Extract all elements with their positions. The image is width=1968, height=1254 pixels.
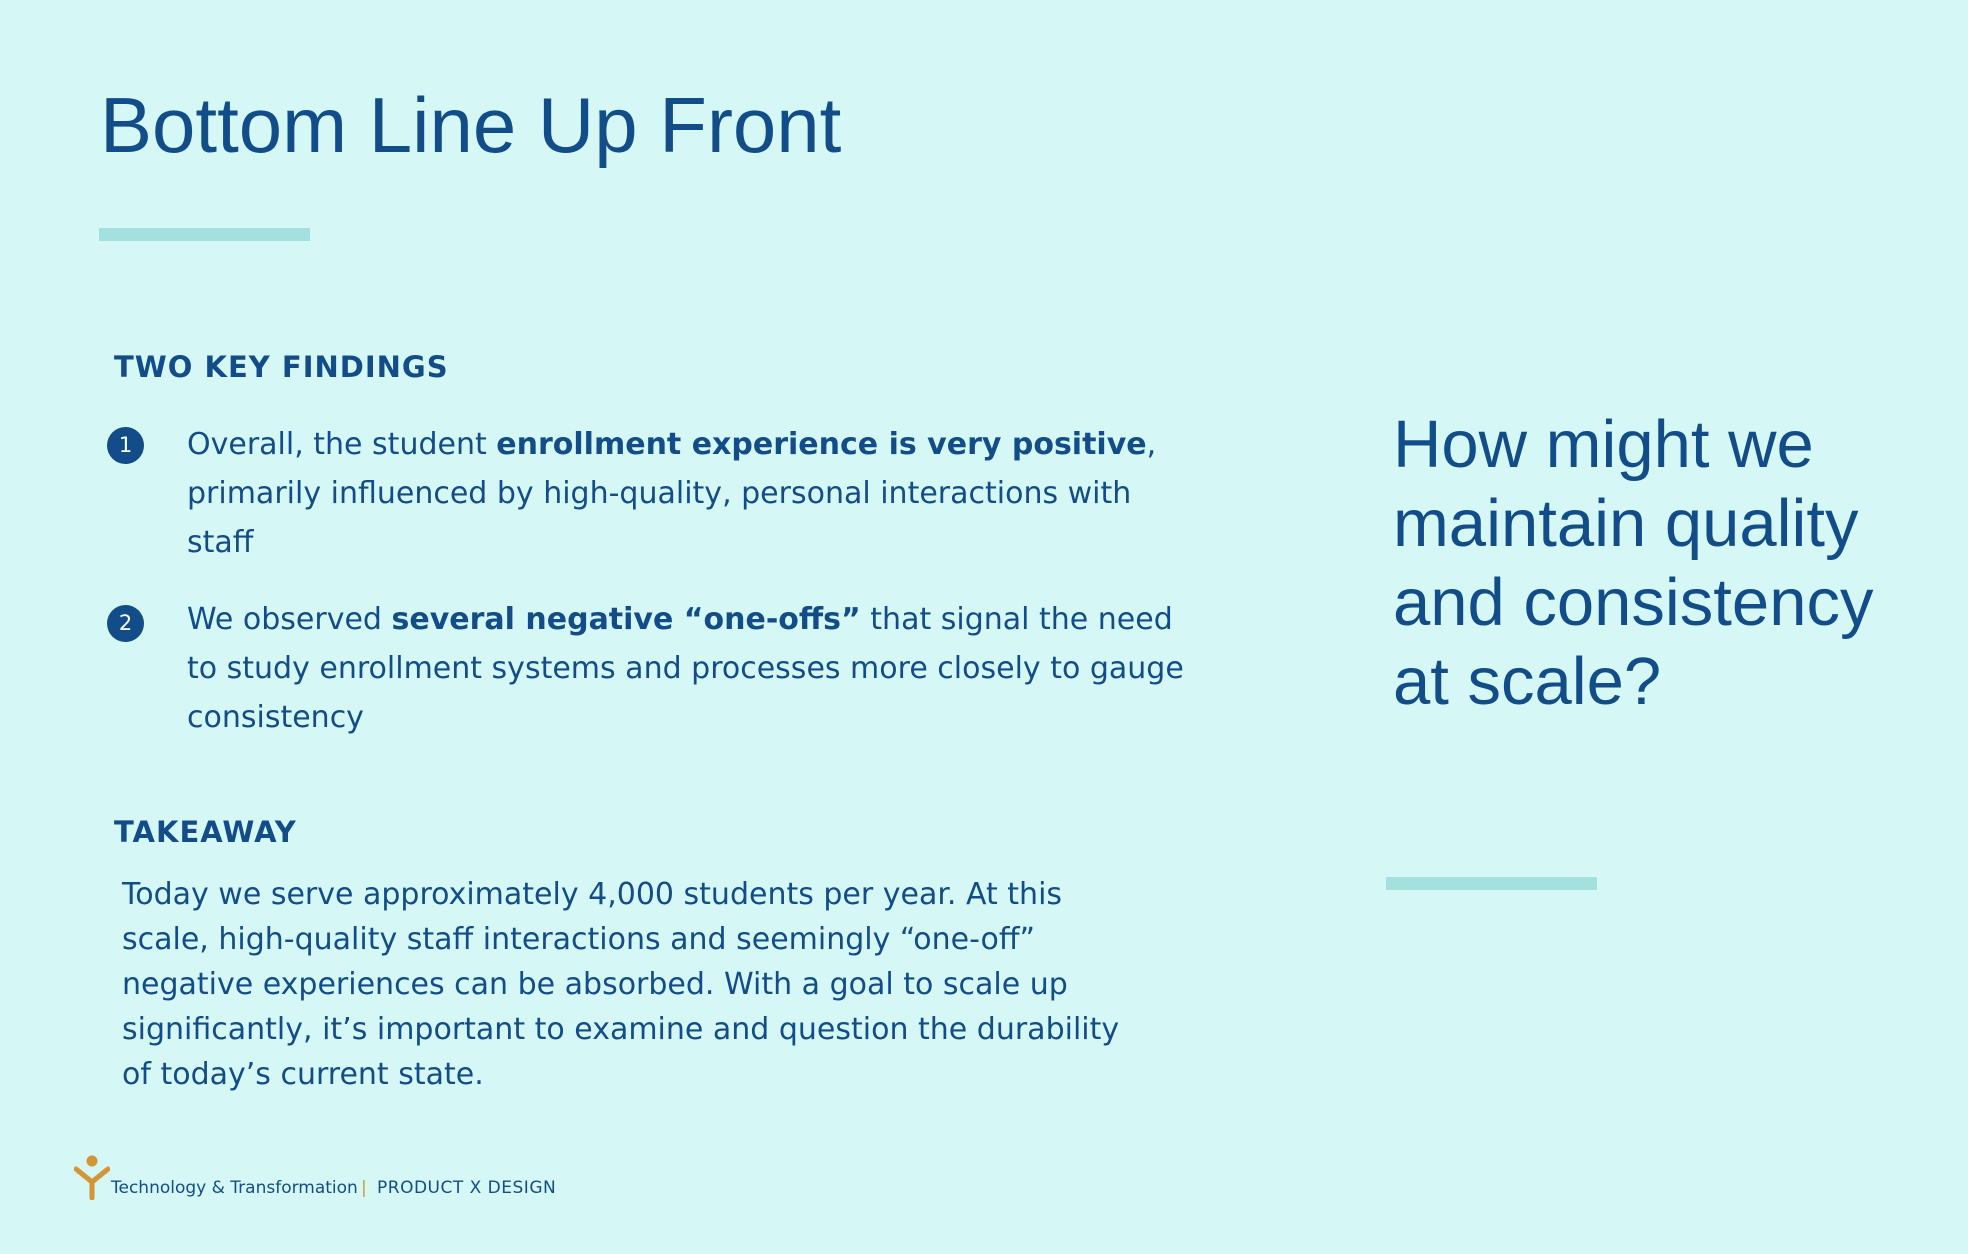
finding-2-number-badge: 2 xyxy=(107,605,144,642)
finding-1-number-badge: 1 xyxy=(107,427,144,464)
footer-org-name: Technology & Transformation xyxy=(111,1178,358,1198)
takeaway-text: Today we serve approximately 4,000 students per year. At this scale, high-quality staff interactions and seemingly “one-off” negative experiences can be absorbed. With a goal to scale up significantly, it’s important to examine and question the durability of today’s current state. xyxy=(122,877,1120,1092)
how-might-we-question: How might we maintain quality and consistency at scale? xyxy=(1393,407,1874,719)
finding-1-text-emphasis: enrollment experience is very positive xyxy=(496,427,1147,462)
finding-2-text-emphasis: several negative “one-offs” xyxy=(391,602,861,637)
finding-2-text xyxy=(187,595,1187,742)
finding-1-text xyxy=(187,420,1187,567)
slide-title: Bottom Line Up Front xyxy=(100,81,842,169)
findings-heading: TWO KEY FINDINGS xyxy=(114,350,449,384)
title-underline-rule xyxy=(99,228,310,241)
finding-1-text-start: Overall, the student xyxy=(187,427,497,462)
finding-2-text-end: that signal the need to study enrollment systems and processes more closely to gauge consistency xyxy=(187,602,1184,735)
footer-brand-name: PRODUCT X DESIGN xyxy=(377,1178,557,1198)
finding-2-text-start: We observed xyxy=(187,602,392,637)
person-y-logo-icon xyxy=(74,1155,110,1200)
question-underline-rule xyxy=(1386,877,1597,890)
takeaway-heading: TAKEAWAY xyxy=(114,815,297,849)
finding-1-text-end: , primarily influenced by high-quality, personal interactions with staff xyxy=(187,427,1157,560)
footer-separator: | xyxy=(361,1178,367,1198)
